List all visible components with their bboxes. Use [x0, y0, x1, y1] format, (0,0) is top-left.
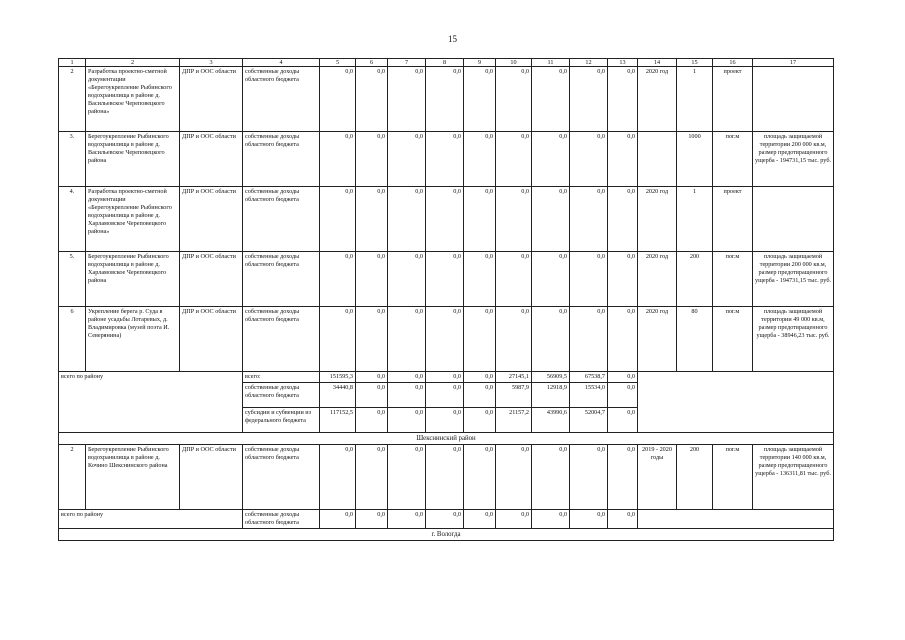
empty-cell [638, 510, 834, 529]
table-cell: 21157,2 [496, 408, 532, 433]
table-cell: 0,0 [356, 67, 388, 132]
table-cell: 0,0 [320, 252, 356, 307]
table-cell: 0,0 [426, 252, 464, 307]
table-cell: 200 [677, 252, 713, 307]
table-cell: 0,0 [356, 383, 388, 408]
table-cell: 0,0 [426, 372, 464, 383]
table-cell: 0,0 [570, 187, 608, 252]
table-cell: 0,0 [608, 510, 638, 529]
table-cell: 0,0 [464, 67, 496, 132]
table-cell: 0,0 [570, 510, 608, 529]
header-cell: 1 [59, 59, 86, 67]
total-label: всего по району [59, 510, 243, 529]
total-row [59, 510, 834, 529]
financing-table [58, 58, 834, 541]
table-cell: 0,0 [426, 510, 464, 529]
table-cell: 0,0 [356, 510, 388, 529]
total-label: всего по району [59, 372, 243, 433]
table-cell: ДПР и ООС области [180, 132, 243, 187]
table-cell: Укрепление берега р. Суда в районе усадьбы Лотаревых, д. Владимировка (музей поэта И. Северянина) [86, 307, 180, 372]
section-row [59, 529, 834, 541]
table-cell: собственные доходы областного бюджета [243, 510, 320, 529]
table-cell: 0,0 [532, 252, 570, 307]
table-cell [753, 67, 834, 132]
header-cell: 5 [320, 59, 356, 67]
table-cell: 1 [677, 67, 713, 132]
table-cell: 1000 [677, 132, 713, 187]
table-row [59, 187, 834, 252]
table-cell: 0,0 [388, 408, 426, 433]
table-cell: 0,0 [426, 383, 464, 408]
empty-cell [638, 372, 834, 433]
table-cell: 2020 год [638, 307, 677, 372]
table-cell: 0,0 [570, 445, 608, 510]
table-row [59, 132, 834, 187]
table-cell: собственные доходы областного бюджета [243, 187, 320, 252]
table-cell: 0,0 [570, 252, 608, 307]
table-cell: 0,0 [532, 187, 570, 252]
table-cell: 0,0 [532, 67, 570, 132]
table-cell: собственные доходы областного бюджета [243, 445, 320, 510]
table-cell: 0,0 [320, 132, 356, 187]
table-cell: 0,0 [426, 445, 464, 510]
header-cell: 11 [532, 59, 570, 67]
table-cell: ДПР и ООС области [180, 67, 243, 132]
table-cell: Берегоукрепление Рыбинского водохранилища в районе д. Кочино Шекснинского района [86, 445, 180, 510]
header-cell: 17 [753, 59, 834, 67]
table-cell: пог.м [713, 445, 753, 510]
table-cell: 52004,7 [570, 408, 608, 433]
table-cell: 0,0 [608, 372, 638, 383]
table-cell: 0,0 [496, 307, 532, 372]
table-cell: пог.м [713, 307, 753, 372]
table-cell: 0,0 [532, 307, 570, 372]
table-row [59, 307, 834, 372]
table-cell: 0,0 [320, 67, 356, 132]
table-cell: 0,0 [608, 445, 638, 510]
header-cell: 14 [638, 59, 677, 67]
table-cell: 0,0 [464, 252, 496, 307]
table-cell: 2020 год [638, 187, 677, 252]
table-cell: Берегоукрепление Рыбинского водохранилища в районе д. Васильевское Череповецкого района [86, 132, 180, 187]
table-cell: 0,0 [464, 307, 496, 372]
table-cell: 0,0 [388, 383, 426, 408]
table-cell: 151595,3 [320, 372, 356, 383]
table-cell: 2 [59, 445, 86, 510]
table-row [59, 252, 834, 307]
table-cell: 0,0 [388, 252, 426, 307]
table-cell: 43990,6 [532, 408, 570, 433]
table-cell: 2020 год [638, 67, 677, 132]
table-cell: 0,0 [464, 383, 496, 408]
table-cell: 0,0 [608, 67, 638, 132]
table-cell: 2020 год [638, 252, 677, 307]
table-row [59, 67, 834, 132]
table-cell: 0,0 [426, 132, 464, 187]
section-title: Шекснинский район [59, 433, 834, 445]
table-cell: субсидии и субвенции из федерального бюджета [243, 408, 320, 433]
section-title: г. Вологда [59, 529, 834, 541]
header-cell: 7 [388, 59, 426, 67]
table-cell: 3. [59, 132, 86, 187]
table-cell: 6 [59, 307, 86, 372]
table-cell: 0,0 [464, 132, 496, 187]
table-cell: 0,0 [356, 187, 388, 252]
table-cell: ДПР и ООС области [180, 252, 243, 307]
table-cell: пог.м [713, 252, 753, 307]
table-cell: 0,0 [570, 67, 608, 132]
table-cell: 67538,7 [570, 372, 608, 383]
table-cell: 0,0 [496, 132, 532, 187]
section-row [59, 433, 834, 445]
table-cell: 0,0 [388, 132, 426, 187]
header-cell: 9 [464, 59, 496, 67]
table-cell: площадь защищаемой территории 200 000 кв.м, размер предотвращенного ущерба - 194731,15 тыс. руб. [753, 252, 834, 307]
table-cell: 0,0 [388, 67, 426, 132]
table-cell: 5. [59, 252, 86, 307]
table-cell: 5987,9 [496, 383, 532, 408]
header-cell: 15 [677, 59, 713, 67]
header-cell: 4 [243, 59, 320, 67]
table-cell: 0,0 [570, 307, 608, 372]
table-cell: собственные доходы областного бюджета [243, 67, 320, 132]
header-cell: 3 [180, 59, 243, 67]
table-cell: 0,0 [464, 510, 496, 529]
table-cell: 2019 - 2020 годы [638, 445, 677, 510]
table-cell: 0,0 [356, 307, 388, 372]
table-cell: 0,0 [356, 408, 388, 433]
table-cell: 2 [59, 67, 86, 132]
table-cell: 1 [677, 187, 713, 252]
header-cell: 2 [86, 59, 180, 67]
table-cell: 0,0 [496, 252, 532, 307]
table-cell: ДПР и ООС области [180, 445, 243, 510]
table-cell: 200 [677, 445, 713, 510]
table-cell: 0,0 [496, 187, 532, 252]
table-cell: собственные доходы областного бюджета [243, 252, 320, 307]
table-cell: 0,0 [496, 67, 532, 132]
table-cell: 80 [677, 307, 713, 372]
table-cell: 0,0 [320, 187, 356, 252]
table-cell: 0,0 [426, 67, 464, 132]
table-cell: 0,0 [388, 510, 426, 529]
table-cell: 0,0 [464, 372, 496, 383]
table-cell: 0,0 [608, 307, 638, 372]
table-cell: Берегоукрепление Рыбинского водохранилища в районе д. Харламовское Череповецкого района [86, 252, 180, 307]
table-cell: 0,0 [426, 187, 464, 252]
table-cell: 0,0 [570, 132, 608, 187]
table-cell: 0,0 [356, 132, 388, 187]
header-row [59, 59, 834, 67]
table-cell: 0,0 [532, 132, 570, 187]
table-cell: площадь защищаемой территории 49 000 кв.м, размер предотвращенного ущерба - 38946,23 тыс. руб. [753, 307, 834, 372]
header-cell: 10 [496, 59, 532, 67]
table-cell: 0,0 [320, 510, 356, 529]
table-cell [753, 187, 834, 252]
table-cell: собственные доходы областного бюджета [243, 132, 320, 187]
table-cell: 0,0 [532, 510, 570, 529]
table-cell: 0,0 [388, 445, 426, 510]
header-cell: 16 [713, 59, 753, 67]
table-cell: 0,0 [356, 445, 388, 510]
header-cell: 8 [426, 59, 464, 67]
table-cell: площадь защищаемой территории 200 000 кв.м, размер предотвращенного ущерба - 194731,15 тыс. руб. [753, 132, 834, 187]
table-cell: проект [713, 187, 753, 252]
table-cell: 0,0 [532, 445, 570, 510]
table-cell: 0,0 [464, 445, 496, 510]
table-cell: проект [713, 67, 753, 132]
table-cell: 0,0 [608, 408, 638, 433]
table-cell: всего: [243, 372, 320, 383]
table-cell: 117152,5 [320, 408, 356, 433]
table-cell: 0,0 [608, 252, 638, 307]
table-cell: площадь защищаемой территории 140 000 кв.м, размер предотвращенного ущерба - 136311,81 тыс. руб. [753, 445, 834, 510]
table-cell: Разработка проектно-сметной документации «Берегоукрепление Рыбинского водохранилища в районе д. Васильевское Череповецкого района» [86, 67, 180, 132]
table-cell: ДПР и ООС области [180, 187, 243, 252]
table-cell: 56909,5 [532, 372, 570, 383]
table-cell: 0,0 [464, 187, 496, 252]
table-cell: 0,0 [608, 132, 638, 187]
table-cell: 12918,9 [532, 383, 570, 408]
table-cell: Разработка проектно-сметной документации «Берегоукрепление Рыбинского водохранилища в районе д. Харламовское Череповецкого района» [86, 187, 180, 252]
total-row [59, 372, 834, 383]
table-cell: 0,0 [356, 252, 388, 307]
table-cell: 34440,8 [320, 383, 356, 408]
table-cell: ДПР и ООС области [180, 307, 243, 372]
table-cell: 0,0 [608, 187, 638, 252]
table-row [59, 445, 834, 510]
table-cell: 0,0 [426, 307, 464, 372]
table-cell: 0,0 [608, 383, 638, 408]
table-cell: 0,0 [496, 510, 532, 529]
table-cell: 0,0 [464, 408, 496, 433]
table-cell: 0,0 [388, 307, 426, 372]
table-cell: собственные доходы областного бюджета [243, 383, 320, 408]
header-cell: 6 [356, 59, 388, 67]
table-cell: 0,0 [426, 408, 464, 433]
table-cell: пог.м [713, 132, 753, 187]
table-cell: 0,0 [496, 445, 532, 510]
table-cell: 4. [59, 187, 86, 252]
table-cell: собственные доходы областного бюджета [243, 307, 320, 372]
table-cell: 0,0 [388, 187, 426, 252]
header-cell: 12 [570, 59, 608, 67]
table-cell: 27145,1 [496, 372, 532, 383]
header-cell: 13 [608, 59, 638, 67]
table-cell: 0,0 [320, 307, 356, 372]
table-cell: 15534,0 [570, 383, 608, 408]
page-number: 15 [448, 34, 457, 44]
table-cell: 0,0 [356, 372, 388, 383]
table-cell [638, 132, 677, 187]
table-cell: 0,0 [320, 445, 356, 510]
table-cell: 0,0 [388, 372, 426, 383]
